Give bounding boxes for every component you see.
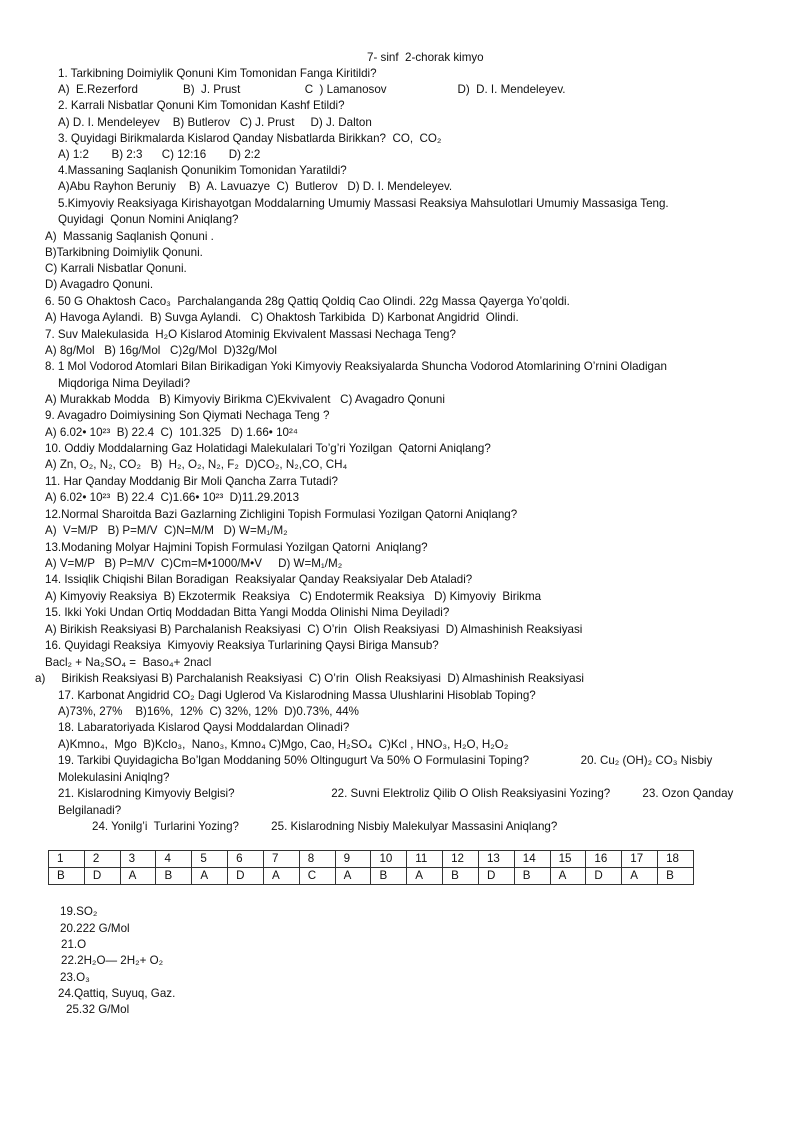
table-cell: 18 — [658, 851, 694, 868]
answer-option: D) Avagadro Qonuni. — [45, 278, 154, 291]
question-line: 1. Tarkibning Doimiylik Qonuni Kim Tomonidan Fanga Kiritildi? — [58, 67, 377, 80]
table-cell: B — [156, 868, 192, 885]
table-cell: D — [84, 868, 120, 885]
table-cell: 16 — [586, 851, 622, 868]
solution-line: 24.Qattiq, Suyuq, Gaz. — [58, 987, 176, 1000]
table-cell: A — [550, 868, 586, 885]
answer-options-line: A) Murakkab Modda B) Kimyoviy Birikma C)Ekvivalent C) Avagadro Qonuni — [45, 393, 445, 406]
table-cell: 3 — [120, 851, 156, 868]
answer-options-line: A) 1:2 B) 2:3 C) 12:16 D) 2:2 — [58, 148, 261, 161]
table-cell: 7 — [263, 851, 299, 868]
answer-options-line: A) 8g/Mol B) 16g/Mol C)2g/Mol D)32g/Mol — [45, 344, 277, 357]
answer-options-line: A) Kimyoviy Reaksiya B) Ekzotermik Reaksiya C) Endotermik Reaksiya D) Kimyoviy Birikma — [45, 590, 542, 603]
table-row — [49, 868, 694, 885]
question-line: 3. Quyidagi Birikmalarda Kislarod Qanday Nisbatlarda Birikkan? CO, CO₂ — [58, 132, 442, 145]
table-cell: A — [407, 868, 443, 885]
solution-line: 22.2H₂O— 2H₂+ O₂ — [61, 954, 164, 967]
answer-option: B)Tarkibning Doimiylik Qonuni. — [45, 246, 203, 259]
question-line: 18. Labaratoriyada Kislarod Qaysi Moddalardan Olinadi? — [58, 721, 350, 734]
answer-options-line: A) V=M/P B) P=M/V C)N=M/M D) W=M₁/M₂ — [45, 524, 288, 537]
table-cell: 4 — [156, 851, 192, 868]
answer-options-line: A) V=M/P B) P=M/V C)Cm=M•1000/M•V D) W=M₁/M₂ — [45, 557, 343, 570]
table-cell: 15 — [550, 851, 586, 868]
answer-options-line: A) Birikish Reaksiyasi B) Parchalanish Reaksiyasi C) O’rin Olish Reaksiyasi D) Almashinish Reaksiyasi — [45, 623, 583, 636]
table-cell: 14 — [514, 851, 550, 868]
question-line: 6. 50 G Ohaktosh Caco₃ Parchalanganda 28g Qattiq Qoldiq Cao Olindi. 22g Massa Qayerga Yo’qoldi. — [45, 295, 570, 308]
table-cell: B — [443, 868, 479, 885]
table-cell: A — [335, 868, 371, 885]
question-line: 12.Normal Sharoitda Bazi Gazlarning Zichligini Topish Formulasi Yozilgan Qatorni Aniqlang? — [45, 508, 518, 521]
table-cell: B — [371, 868, 407, 885]
page-title: 7- sinf 2-chorak kimyo — [367, 51, 484, 64]
question-line: 5.Kimyoviy Reaksiyaga Kirishayotgan Moddalarning Umumiy Massasi Reaksiya Mahsulotlari Umumiy Massasiga Teng. — [58, 197, 669, 210]
solution-line: 19.SO₂ — [60, 905, 98, 918]
reaction-equation: Bacl₂ + Na₂SO₄ = Baso₄+ 2nacl — [45, 656, 212, 669]
answer-options-line: A)Kmno₄, Mgo B)Kclo₃, Nano₃, Kmno₄ C)Mgo, Cao, H₂SO₄ C)Kcl , HNO₃, H₂O, H₂O₂ — [58, 738, 509, 751]
answer-option: A) Massanig Saqlanish Qonuni . — [45, 230, 214, 243]
question-line: 17. Karbonat Angidrid CO₂ Dagi Uglerod Va Kislarodning Massa Ulushlarini Hisoblab Toping? — [58, 689, 536, 702]
table-cell: 8 — [299, 851, 335, 868]
table-cell: 6 — [228, 851, 264, 868]
answer-options-line: A) 6.02• 10²³ B) 22.4 C)1.66• 10²³ D)11.29.2013 — [45, 491, 300, 504]
table-cell: B — [49, 868, 85, 885]
question-line: 7. Suv Malekulasida H₂O Kislarod Atominig Ekvivalent Massasi Nechaga Teng? — [45, 328, 456, 341]
question-line: 10. Oddiy Moddalarning Gaz Holatidagi Malekulalari To’g’ri Yozilgan Qatorni Aniqlang? — [45, 442, 491, 455]
table-cell: 13 — [478, 851, 514, 868]
table-cell: 9 — [335, 851, 371, 868]
table-row — [49, 851, 694, 868]
table-cell: C — [299, 868, 335, 885]
answer-options-line: a) Birikish Reaksiyasi B) Parchalanish Reaksiyasi C) O’rin Olish Reaksiyasi D) Almashinish Reaksiyasi — [35, 672, 584, 685]
table-cell: A — [263, 868, 299, 885]
answer-options-line: A) E.Rezerford B) J. Prust C ) Lamanosov D) D. I. Mendeleyev. — [58, 83, 566, 96]
question-line: Miqdoriga Nima Deyiladi? — [58, 377, 191, 390]
solution-line: 23.O₃ — [60, 971, 90, 984]
table-cell: D — [478, 868, 514, 885]
question-line: 4.Massaning Saqlanish Qonunikim Tomonidan Yaratildi? — [58, 164, 347, 177]
answer-options-line: A) Havoga Aylandi. B) Suvga Aylandi. C) Ohaktosh Tarkibida D) Karbonat Angidrid Olindi. — [45, 311, 519, 324]
answer-options-line: A)73%, 27% B)16%, 12% C) 32%, 12% D)0.73%, 44% — [58, 705, 359, 718]
table-cell: 5 — [192, 851, 228, 868]
table-cell: B — [658, 868, 694, 885]
question-line: Quyidagi Qonun Nomini Aniqlang? — [58, 213, 239, 226]
answer-options-line: A) 6.02• 10²³ B) 22.4 C) 101.325 D) 1.66• 10²⁴ — [45, 426, 298, 439]
question-line: 11. Har Qanday Moddanig Bir Moli Qancha Zarra Tutadi? — [45, 475, 338, 488]
table-cell: A — [120, 868, 156, 885]
question-line: Molekulasini Aniqlng? — [58, 771, 170, 784]
question-line: 24. Yonilg’i Turlarini Yozing? 25. Kislarodning Nisbiy Malekulyar Massasini Aniqlang? — [92, 820, 558, 833]
question-line: 8. 1 Mol Vodorod Atomlari Bilan Birikadigan Yoki Kimyoviy Reaksiyalarda Shuncha Vodorod Atomlarining O’rnini Oladigan — [45, 360, 667, 373]
table-cell: D — [586, 868, 622, 885]
answer-options-line: A) Zn, O₂, N₂, CO₂ B) H₂, O₂, N₂, F₂ D)CO₂, N₂,CO, CH₄ — [45, 458, 348, 471]
question-line: 9. Avagadro Doimiysining Son Qiymati Nechaga Teng ? — [45, 409, 330, 422]
table-cell: 1 — [49, 851, 85, 868]
answer-options-line: A) D. I. Mendeleyev B) Butlerov C) J. Prust D) J. Dalton — [58, 116, 372, 129]
question-line: 14. Issiqlik Chiqishi Bilan Boradigan Reaksiyalar Qanday Reaksiyalar Deb Ataladi? — [45, 573, 473, 586]
table-cell: 11 — [407, 851, 443, 868]
question-line: 21. Kislarodning Kimyoviy Belgisi? 22. Suvni Elektroliz Qilib O Olish Reaksiyasini Yozing? 23. Ozon Qanday — [58, 787, 734, 800]
table-cell: 12 — [443, 851, 479, 868]
table-cell: 17 — [622, 851, 658, 868]
table-cell: A — [622, 868, 658, 885]
answer-options-line: A)Abu Rayhon Beruniy B) A. Lavuazye C) Butlerov D) D. I. Mendeleyev. — [58, 180, 453, 193]
table-cell: B — [514, 868, 550, 885]
question-line: 15. Ikki Yoki Undan Ortiq Moddadan Bitta Yangi Modda Olinishi Nima Deyiladi? — [45, 606, 450, 619]
answer-key-table — [48, 850, 694, 885]
solution-line: 20.222 G/Mol — [60, 922, 130, 935]
question-line: 2. Karrali Nisbatlar Qonuni Kim Tomonidan Kashf Etildi? — [58, 99, 345, 112]
answer-option: C) Karrali Nisbatlar Qonuni. — [45, 262, 187, 275]
table-cell: 10 — [371, 851, 407, 868]
question-line: 13.Modaning Molyar Hajmini Topish Formulasi Yozilgan Qatorni Aniqlang? — [45, 541, 428, 554]
table-cell: D — [228, 868, 264, 885]
solution-line: 21.O — [61, 938, 87, 951]
solution-line: 25.32 G/Mol — [66, 1003, 130, 1016]
question-line: 19. Tarkibi Quyidagicha Bo’lgan Moddaning 50% Oltingugurt Va 50% O Formulasini Toping? 20. Cu₂ (OH)₂ CO₃ Nisbiy — [58, 754, 713, 767]
question-line: Belgilanadi? — [58, 804, 122, 817]
table-cell: A — [192, 868, 228, 885]
table-cell: 2 — [84, 851, 120, 868]
question-line: 16. Quyidagi Reaksiya Kimyoviy Reaksiya Turlarining Qaysi Biriga Mansub? — [45, 639, 439, 652]
